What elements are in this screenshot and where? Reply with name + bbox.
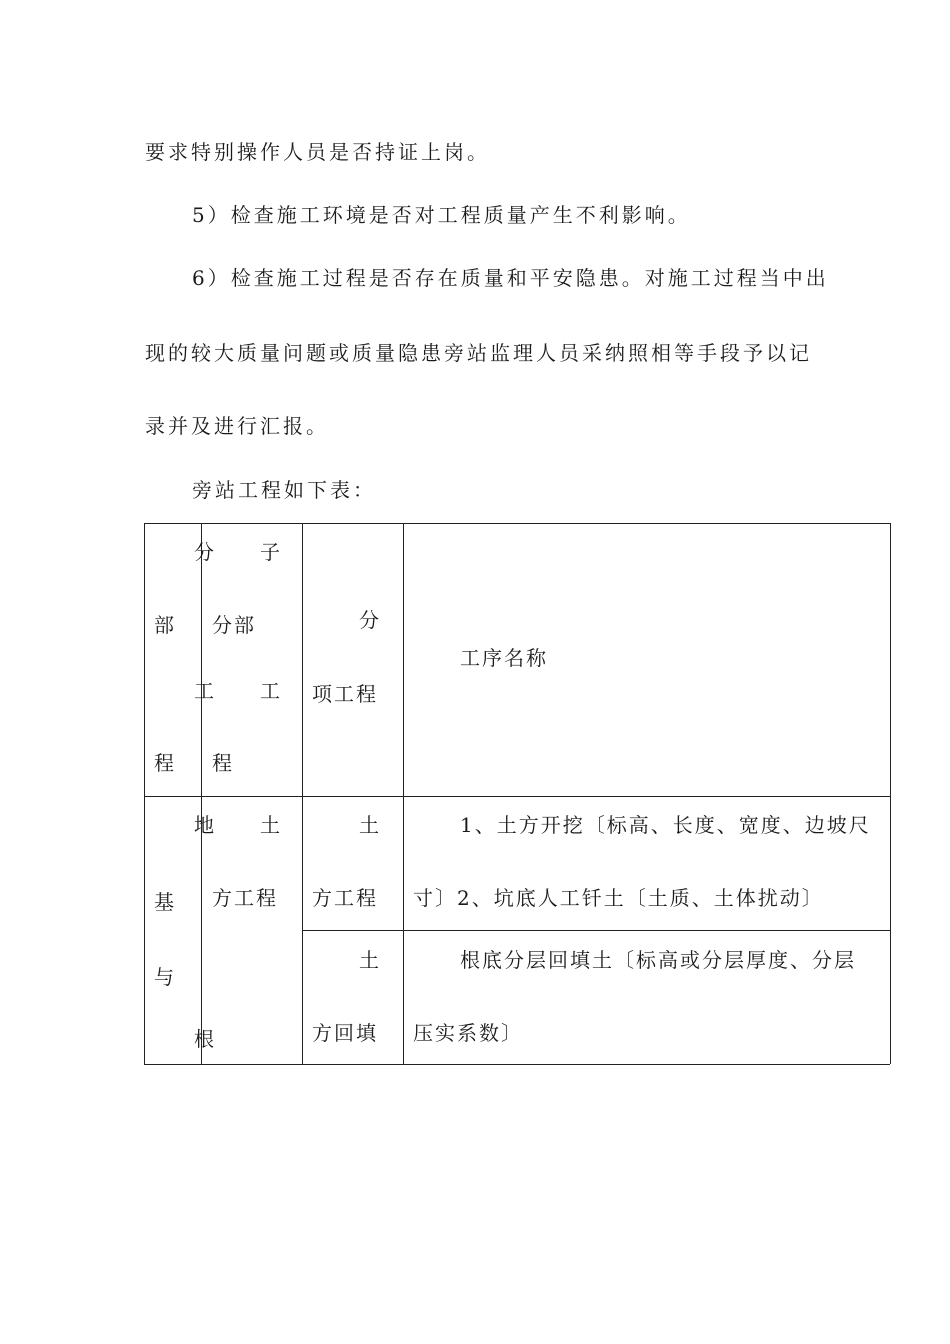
table-cell-text: 寸〕2、坑底人工钎土〔土质、土体扰动〕 (413, 886, 824, 910)
header-cell-text: 工 (194, 679, 216, 703)
table-border-bottom (144, 1064, 890, 1065)
header-cell-text: 分部 (212, 613, 256, 637)
header-cell-text: 分 (194, 540, 216, 564)
table-divider (144, 796, 890, 797)
table-cell-text: 根底分层回填土〔标高或分层厚度、分层 (460, 948, 856, 972)
table-cell-text: 根 (194, 1027, 216, 1051)
table-cell-text: 方工程 (212, 886, 278, 910)
table-cell-text: 土 (260, 813, 282, 837)
header-cell-text: 分 (359, 608, 381, 632)
header-cell-text: 工序名称 (460, 646, 548, 670)
table-cell-text: 1、土方开挖〔标高、长度、宽度、边坡尺 (460, 813, 871, 837)
header-cell-text: 程 (212, 751, 234, 775)
table-cell-text: 与 (154, 965, 176, 989)
table-cell-text: 方工程 (312, 886, 378, 910)
table-divider (302, 523, 303, 1064)
table-cell-text: 土 (359, 813, 381, 837)
paragraph-line: 旁站工程如下表： (192, 478, 376, 502)
header-cell-text: 部 (154, 613, 176, 637)
header-cell-text: 项工程 (312, 682, 378, 706)
table-cell-text: 压实系数〕 (413, 1021, 523, 1045)
paragraph-line: 录并及进行汇报。 (145, 414, 329, 438)
header-cell-text: 子 (260, 540, 282, 564)
table-border-right (890, 523, 891, 1064)
table-border-top (144, 523, 890, 524)
paragraph-line: 要求特别操作人员是否持证上岗。 (145, 140, 490, 164)
table-divider (403, 523, 404, 1064)
table-divider (201, 523, 202, 1064)
table-border-left (144, 523, 145, 1064)
table-cell-text: 基 (154, 890, 176, 914)
table-divider (302, 930, 890, 931)
table-cell-text: 地 (194, 813, 216, 837)
table-cell-text: 土 (359, 948, 381, 972)
paragraph-line: 现的较大质量问题或质量隐患旁站监理人员采纳照相等手段予以记 (145, 341, 812, 365)
table-cell-text: 方回填 (312, 1021, 378, 1045)
paragraph-line: 6）检查施工过程是否存在质量和平安隐患。对施工过程当中出 (192, 266, 829, 290)
header-cell-text: 程 (154, 751, 176, 775)
paragraph-line: 5）检查施工环境是否对工程质量产生不利影响。 (192, 203, 691, 227)
header-cell-text: 工 (260, 679, 282, 703)
